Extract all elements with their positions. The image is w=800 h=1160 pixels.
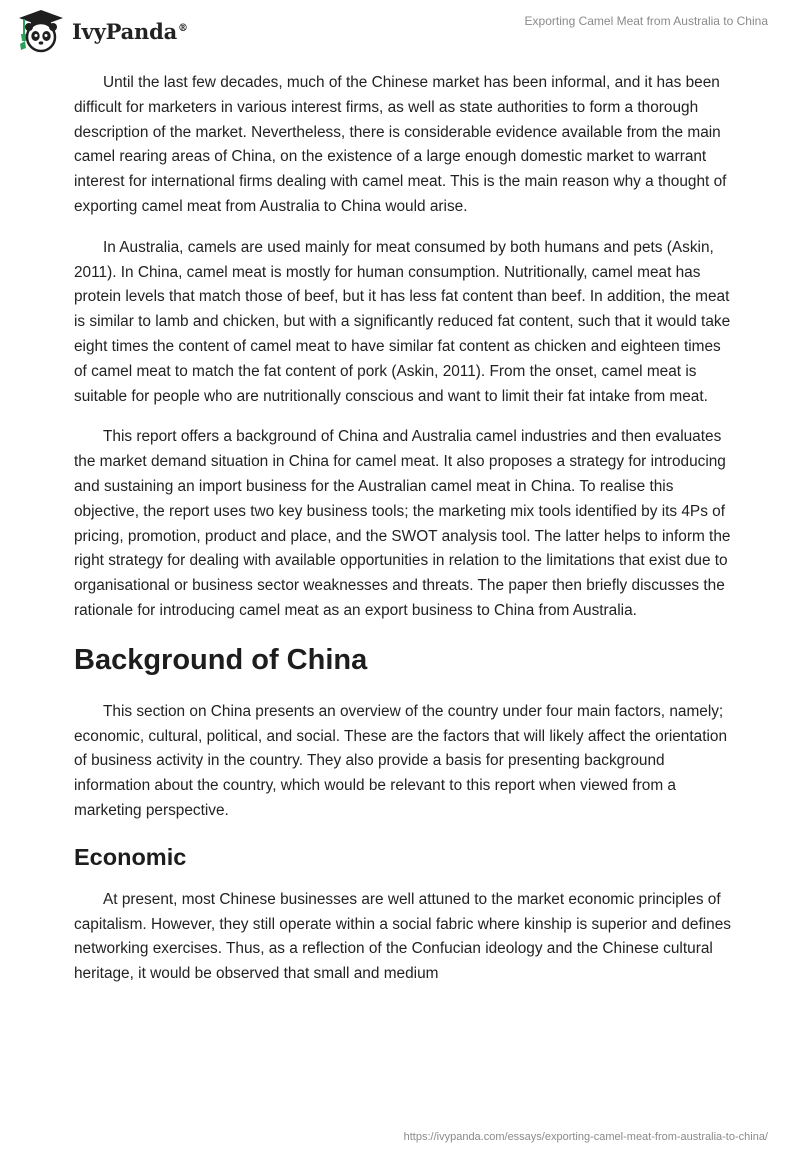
brand-name (72, 19, 188, 44)
paragraph-intro-1: Until the last few decades, much of the Chinese market has been informal, and it has been difficult for marketers in various interest firms, as well as state authorities to form a thorough description of the market. Nevertheless, there is considerable evidence available from the main camel rearing areas of China, on the existence of a large enough domestic market to warrant interest for international firms dealing with camel meat. This is the main reason why a thought of exporting camel meat from Australia to China would arise. (74, 74, 727, 215)
paragraph-background: This section on China presents an overview of the country under four main factors, namely; economic, cultural, political, and social. These are the factors that will likely affect the orientation of business activity in the country. They also provide a basis for presenting background information about the country, which would be relevant to this report when viewed from a marketing perspective. (74, 702, 728, 819)
source-url[interactable]: https://ivypanda.com/essays/exporting-camel-meat-from-australia-to-china/ (403, 1131, 768, 1143)
brand-label: IvyPanda (72, 18, 178, 44)
heading-economic: Economic (74, 843, 187, 870)
paragraph-intro-3: This report offers a background of China and Australia camel industries and then evaluates the market demand situation in China for camel meat. It also proposes a strategy for introducing and sustaining an import business for the Australian camel meat in China. To realise this objective, the report uses two key business tools; the marketing mix tools identified by its 4Ps of pricing, promotion, product and place, and the SWOT analysis tool. The latter helps to inform the right strategy for dealing with available opportunities in relation to the limitations that exist due to organisational or business sector weaknesses and threats. The paper then briefly discusses the rationale for introducing camel meat as an export business to China from Australia. (74, 428, 731, 619)
registered-mark: ® (178, 22, 188, 34)
article-body (74, 71, 734, 1003)
document-title: Exporting Camel Meat from Australia to China (524, 14, 768, 28)
heading-background-of-china: Background of China (74, 643, 368, 676)
page-header (0, 0, 800, 60)
panda-graduate-icon (16, 8, 66, 54)
paragraph-intro-2: In Australia, camels are used mainly for meat consumed by both humans and pets (Askin, 2011). In China, camel meat is mostly for human consumption. Nutritionally, camel meat has protein levels that match those of beef, but it has less fat content than beef. In addition, the meat is similar to lamb and chicken, but with a significantly reduced fat content, such that it would take eight times the content of camel meat to have similar fat content as chicken and eighteen times of camel meat to match the fat content of pork (Askin, 2011). From the onset, camel meat is suitable for people who are nutritionally conscious and want to limit their fat intake from meat. (74, 238, 731, 405)
paragraph-economic: At present, most Chinese businesses are well attuned to the market economic principles of capitalism. However, they still operate within a social fabric where kinship is superior and defines networking exercises. Thus, as a reflection of the Confucian ideology and the Chinese cultural heritage, it would be observed that small and medium (74, 890, 731, 983)
ivypanda-logo[interactable] (16, 8, 188, 54)
